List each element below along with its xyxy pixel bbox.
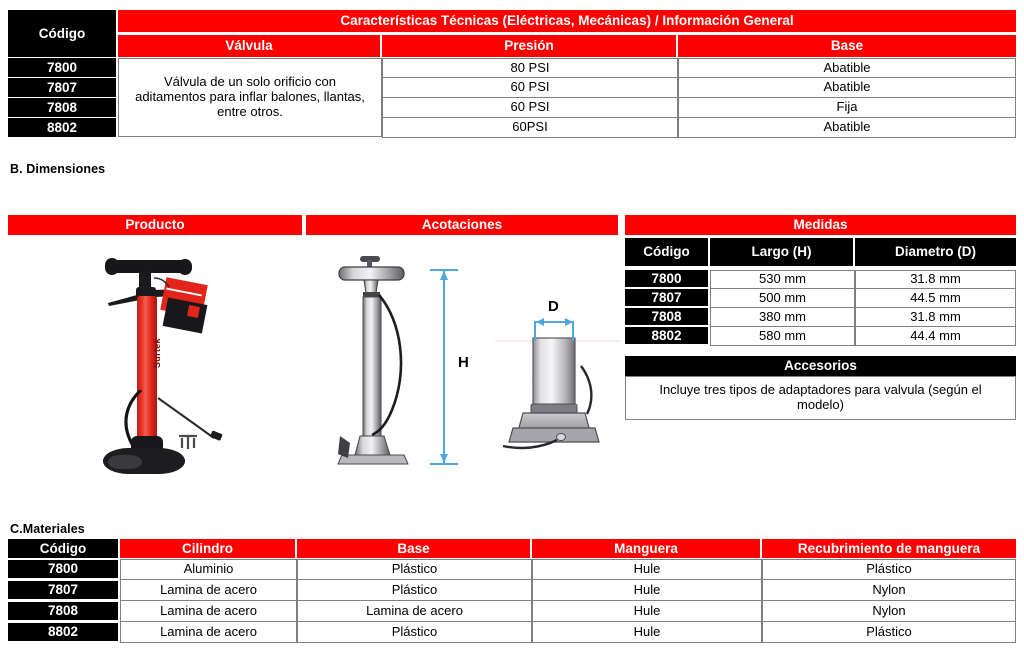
tech-base-7800: Abatible <box>678 58 1016 78</box>
materials-recubrimiento-7800: Plástico <box>762 559 1016 580</box>
materials-manguera-7807: Hule <box>532 580 762 601</box>
materials-header-base: Base <box>297 539 530 558</box>
materials-cilindro-7808: Lamina de acero <box>120 601 297 622</box>
materials-section-title: C.Materiales <box>10 522 85 536</box>
materials-base-8802: Plástico <box>297 622 532 643</box>
tech-code-8802: 8802 <box>8 118 116 137</box>
tech-code-7807: 7807 <box>8 78 116 97</box>
pump-accessories <box>156 396 228 456</box>
materials-base-7807: Plástico <box>297 580 532 601</box>
height-dimension-arrows <box>438 269 451 465</box>
medidas-largo-7808: 380 mm <box>710 308 855 327</box>
product-hang-tag-string <box>154 276 174 290</box>
materials-header-manguera: Manguera <box>532 539 760 558</box>
tech-code-7808: 7808 <box>8 98 116 117</box>
materials-recubrimiento-7807: Nylon <box>762 580 1016 601</box>
tech-col-header-valvula: Válvula <box>118 35 380 57</box>
medidas-code-8802: 8802 <box>625 327 708 344</box>
diameter-dimension-arrows <box>534 316 575 329</box>
tech-base-8802: Abatible <box>678 118 1016 138</box>
medidas-largo-7807: 500 mm <box>710 289 855 308</box>
materials-manguera-7800: Hule <box>532 559 762 580</box>
materials-recubrimiento-8802: Plástico <box>762 622 1016 643</box>
medidas-diametro-7808: 31.8 mm <box>855 308 1016 327</box>
medidas-code-7807: 7807 <box>625 289 708 306</box>
tech-presion-8802: 60PSI <box>382 118 678 138</box>
tech-presion-7800: 80 PSI <box>382 58 678 78</box>
medidas-diametro-7807: 44.5 mm <box>855 289 1016 308</box>
materials-manguera-8802: Hule <box>532 622 762 643</box>
materials-cilindro-7807: Lamina de acero <box>120 580 297 601</box>
medidas-diametro-7800: 31.8 mm <box>855 270 1016 289</box>
product-hang-tag-accent <box>187 305 200 318</box>
materials-code-7808: 7808 <box>8 602 118 620</box>
tech-col-header-base: Base <box>678 35 1016 57</box>
tech-code-header: Código <box>8 10 116 57</box>
tech-base-7808: Fija <box>678 98 1016 118</box>
dimensions-col-header-acotaciones: Acotaciones <box>306 215 618 235</box>
height-dimension-label: H <box>458 354 469 371</box>
acotaciones-drawing-diameter <box>495 300 620 480</box>
product-hang-tag-lower <box>163 297 208 333</box>
tech-col-header-presion: Presión <box>382 35 676 57</box>
pump-outline-side-view <box>330 250 440 490</box>
medidas-code-7808: 7808 <box>625 308 708 325</box>
medidas-header-diametro: Diametro (D) <box>855 238 1016 266</box>
medidas-largo-8802: 580 mm <box>710 327 855 346</box>
medidas-header-codigo: Código <box>625 238 708 266</box>
pump-brand-label: Surtek <box>152 338 162 368</box>
materials-code-7800: 7800 <box>8 560 118 578</box>
materials-recubrimiento-7808: Nylon <box>762 601 1016 622</box>
tech-base-7807: Abatible <box>678 78 1016 98</box>
acotaciones-drawing-height <box>330 250 480 490</box>
dimensions-section-title: B. Dimensiones <box>10 162 106 176</box>
medidas-code-7800: 7800 <box>625 270 708 287</box>
materials-cilindro-7800: Aluminio <box>120 559 297 580</box>
tech-presion-7808: 60 PSI <box>382 98 678 118</box>
materials-header-cilindro: Cilindro <box>120 539 295 558</box>
materials-manguera-7808: Hule <box>532 601 762 622</box>
diameter-dimension-label: D <box>548 298 559 315</box>
pump-handle-cap-left <box>105 258 119 275</box>
accesorios-title: Accesorios <box>625 356 1016 376</box>
materials-header-codigo: Código <box>8 539 118 558</box>
materials-cilindro-8802: Lamina de acero <box>120 622 297 643</box>
pump-handle-cap-right <box>178 259 192 275</box>
dimensions-col-header-producto: Producto <box>8 215 302 235</box>
accesorios-text: Incluye tres tipos de adaptadores para valvula (según el modelo) <box>625 376 1016 420</box>
medidas-diametro-8802: 44.4 mm <box>855 327 1016 346</box>
materials-base-7808: Lamina de acero <box>297 601 532 622</box>
materials-code-7807: 7807 <box>8 581 118 599</box>
medidas-header-largo: Largo (H) <box>710 238 853 266</box>
materials-header-recubrimiento: Recubrimiento de manguera <box>762 539 1016 558</box>
pump-base-pad <box>108 455 142 469</box>
medidas-title: Medidas <box>625 215 1016 235</box>
tech-group-header: Características Técnicas (Eléctricas, Mecánicas) / Información General <box>118 10 1016 32</box>
materials-base-7800: Plástico <box>297 559 532 580</box>
medidas-largo-7800: 530 mm <box>710 270 855 289</box>
tech-presion-7807: 60 PSI <box>382 78 678 98</box>
materials-code-8802: 8802 <box>8 623 118 641</box>
tech-valve-description: Válvula de un solo orificio con aditamentos para inflar balones, llantas, entre otros. <box>118 58 382 137</box>
tech-code-7800: 7800 <box>8 58 116 77</box>
product-photo <box>60 240 300 490</box>
